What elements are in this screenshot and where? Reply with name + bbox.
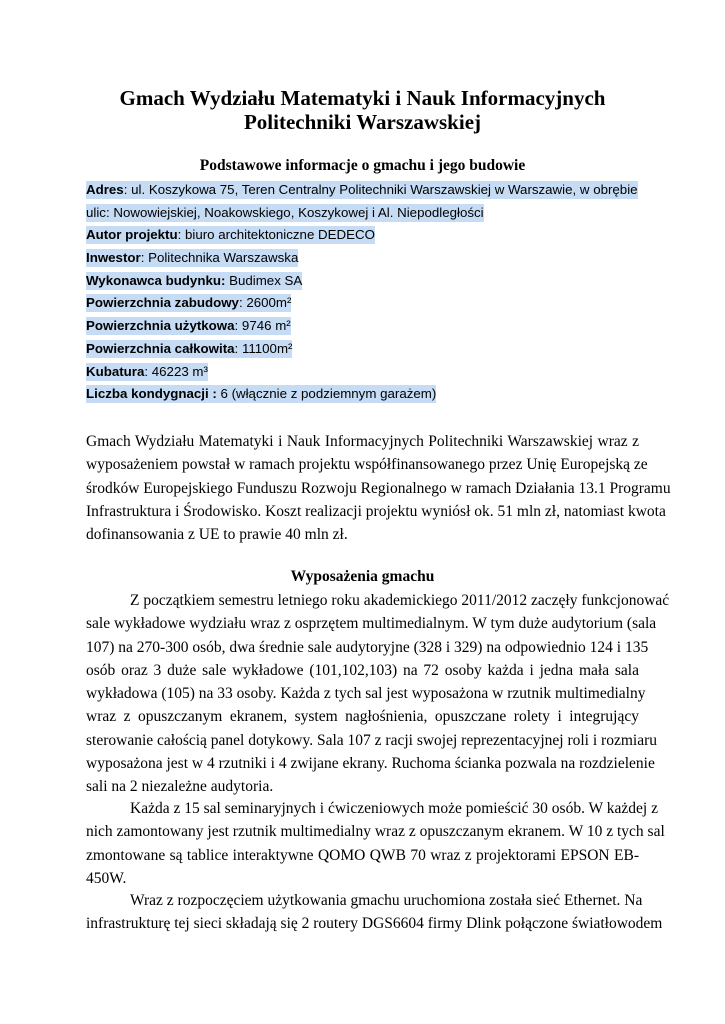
info-row-address: Adres: ul. Koszykowa 75, Teren Centralny Politechniki Warszawskiej w Warszawie, w obrębie xyxy=(86,182,638,197)
info-row-usable-area: Powierzchnia użytkowa: 9746 m² xyxy=(86,318,291,334)
paragraph-line: sali na 2 niezależne audytoria. xyxy=(86,778,274,796)
equipment-paragraph-3 xyxy=(86,889,663,936)
document-title xyxy=(60,86,665,134)
title-line-1: Gmach Wydziału Matematyki i Nauk Informacyjnych xyxy=(119,86,606,110)
paragraph-line: sterowanie całością panel dotykowy. Sala 107 z racji swojej reprezentacyjnej roli i rozmiaru xyxy=(86,731,657,749)
paragraph-line: zmontowane są tablice interaktywne QOMO QWB 70 wraz z projektorami EPSON EB- xyxy=(86,846,639,864)
paragraph-line: dofinansowania z UE to prawie 40 mln zł. xyxy=(86,526,348,544)
info-value: ul. Koszykowa 75, Teren Centralny Politechniki Warszawskiej w Warszawie, w obrębie xyxy=(131,182,638,197)
info-row-address-continued xyxy=(86,204,646,227)
info-label: Liczba kondygnacji : xyxy=(86,386,217,402)
title-line-2: Politechniki Warszawskiej xyxy=(243,110,482,134)
info-label: Wykonawca budynku: xyxy=(86,272,226,288)
info-row-volume: Kubatura: 46223 m³ xyxy=(86,363,208,379)
paragraph-line: wyposażona jest w 4 rzutniki i 4 zwijane ekrany. Ruchoma ścianka pozwala na rozdzielenie xyxy=(86,755,655,773)
section-heading: Wyposażenia gmachu xyxy=(290,568,435,585)
paragraph-line: wraz z opuszczanym ekranem, system nagłośnienia, opuszczane rolety i integrujący xyxy=(86,708,639,726)
equipment-paragraph-1 xyxy=(86,589,670,799)
paragraph-line: wykładowa (105) na 33 osoby. Każda z tych sal jest wyposażona w rzutnik multimedialny xyxy=(86,685,646,703)
info-value: 9746 m² xyxy=(241,318,291,334)
info-value: ulic: Nowowiejskiej, Noakowskiego, Koszykowej i Al. Niepodległości xyxy=(86,204,484,220)
info-label: Autor projektu xyxy=(86,227,178,243)
info-row-architect: Autor projektu: biuro architektoniczne DEDECO xyxy=(86,227,375,243)
info-row-investor: Inwestor: Politechnika Warszawska xyxy=(86,250,299,266)
info-row-total-area: Powierzchnia całkowita: 11100m² xyxy=(86,340,293,356)
info-row-built-area: Powierzchnia zabudowy: 2600m² xyxy=(86,295,292,311)
paragraph-line: wyposażeniem powstał w ramach projektu współfinansowanego przez Unię Europejską ze xyxy=(86,456,648,474)
paragraph-line: 107) na 270-300 osób, dwa średnie sale audytoryjne (328 i 329) na odpowiednio 124 i 135 xyxy=(86,638,649,656)
info-label: Inwestor xyxy=(86,250,141,266)
paragraph-line: infrastrukturę tej sieci składają się 2 routery DGS6604 firmy Dlink połączone światłowodem xyxy=(86,915,663,933)
intro-paragraph xyxy=(86,430,671,546)
info-label: Powierzchnia użytkowa xyxy=(86,318,235,334)
paragraph-line: sale wykładowe wydziału wraz z osprzętem multimedialnym. W tym duże audytorium (sala xyxy=(86,615,657,633)
info-label: Powierzchnia zabudowy xyxy=(86,295,239,311)
info-row-storeys xyxy=(86,385,646,408)
paragraph-line: Infrastruktura i Środowisko. Koszt realizacji projektu wyniósł ok. 51 mln zł, natomiast kwota xyxy=(86,502,666,520)
info-value: Budimex SA xyxy=(229,272,303,288)
paragraph-line: Gmach Wydziału Matematyki i Nauk Informacyjnych Politechniki Warszawskiej wraz z xyxy=(86,433,639,450)
paragraph-line: Z początkiem semestru letniego roku akademickiego 2011/2012 zaczęły funkcjonować xyxy=(130,592,670,609)
info-value: 2600m² xyxy=(246,295,292,311)
paragraph-line: Wraz z rozpoczęciem użytkowania gmachu uruchomiona została sieć Ethernet. Na xyxy=(130,892,643,909)
paragraph-line: Każda z 15 sal seminaryjnych i ćwiczeniowych może pomieścić 30 osób. W każdej z xyxy=(130,800,658,817)
paragraph-line: osób oraz 3 duże sale wykładowe (101,102,103) na 72 osoby każda i jedna mała sala xyxy=(86,661,639,679)
info-label: Kubatura xyxy=(86,363,145,379)
building-info-list xyxy=(86,181,646,408)
paragraph-line: środków Europejskiego Funduszu Rozwoju Regionalnego w ramach Działania 13.1 Programu xyxy=(86,479,671,497)
info-value: 6 (włącznie z podziemnym garażem) xyxy=(220,386,437,402)
info-value: Politechnika Warszawska xyxy=(148,250,299,266)
info-row-contractor xyxy=(86,272,646,295)
info-value: biuro architektoniczne DEDECO xyxy=(185,227,375,243)
equipment-paragraph-2 xyxy=(86,797,665,890)
info-label: Powierzchnia całkowita xyxy=(86,340,235,356)
paragraph-line: 450W. xyxy=(86,869,127,887)
info-value: 46223 m³ xyxy=(151,363,208,379)
paragraph-line: nich zamontowany jest rzutnik multimedialny wraz z opuszczanym ekranem. W 10 z tych sal xyxy=(86,823,665,841)
info-value: 11100m² xyxy=(241,340,293,356)
section-subtitle: Podstawowe informacje o gmachu i jego budowie xyxy=(199,157,526,174)
info-label: Adres xyxy=(86,182,124,197)
